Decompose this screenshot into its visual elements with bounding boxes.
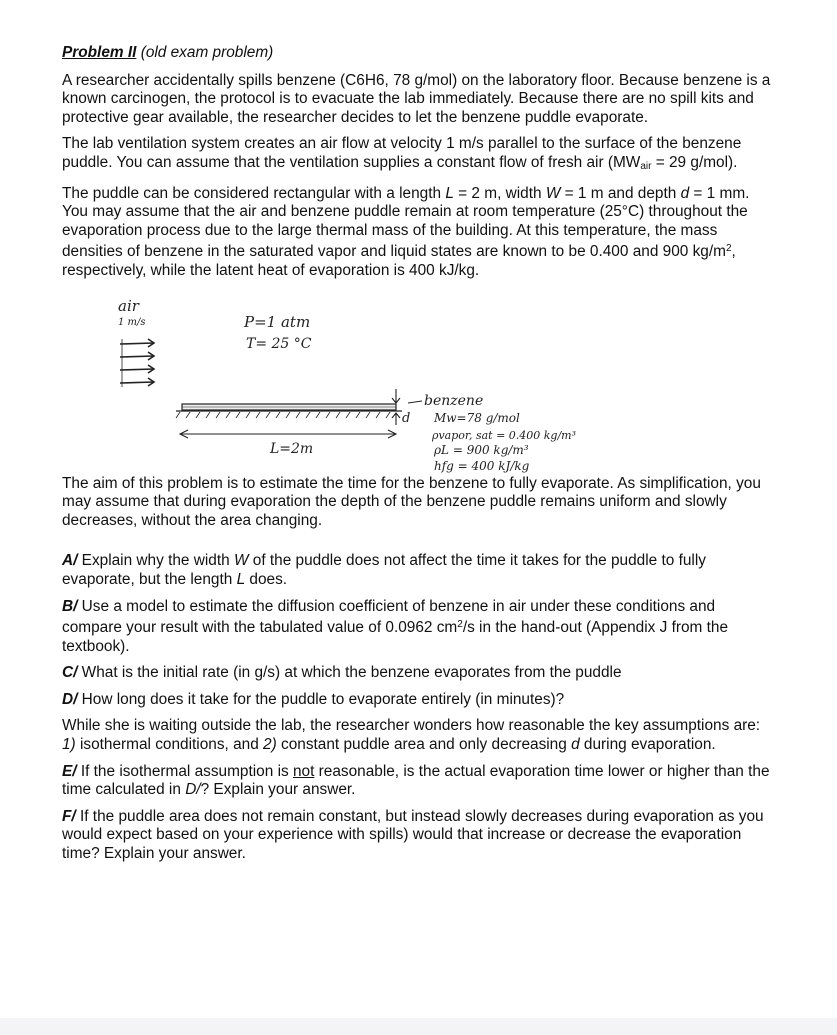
question-a: A/ Explain why the width W of the puddle does not affect the time it takes for the puddle to fully evaporate, but the length L does. xyxy=(62,552,706,588)
pressure-label: P=1 atm xyxy=(244,312,311,331)
paragraph-puddle: The puddle can be considered rectangular with a length L = 2 m, width W = 1 m and depth d = 1 mm. You may assume that the air and benzene puddle remain at room temperature (25°C) throughout the evaporation process due to the large thermal mass of the building. At this temperature, the mass densities of benzene in the saturated vapor and liquid states are known to be 0.400 and 900 $kg/m^2$, respectively, while the latent heat of evaporation is 400 kJ/kg. xyxy=(62,184,750,279)
depth-label: d xyxy=(402,410,411,426)
airflow-arrows-icon xyxy=(120,339,154,387)
question-c: C/ What is the initial rate (in g/s) at which the benzene evaporates from the puddle xyxy=(62,664,622,682)
problem-title xyxy=(62,44,774,63)
puddle-sketch xyxy=(62,291,774,473)
problem-note: (old exam problem) xyxy=(140,44,274,61)
rho-vapor-label: ρvapor, sat = 0.400 kg/m³ xyxy=(432,428,577,442)
puddle-diagram xyxy=(62,291,774,473)
air-label: air xyxy=(118,296,139,315)
length-arrow-icon xyxy=(180,430,396,438)
question-f: F/ If the puddle area does not remain constant, but instead slowly decreases during evaporation as you would expect based on your experience with spills) would that increase or decrease the evaporation time? Explain your answer. xyxy=(62,807,764,863)
paragraph-intro: A researcher accidentally spills benzene (C6H6, 78 g/mol) on the laboratory floor. Because benzene is a known carcinogen, the protocol is to evacuate the lab immediately. Because there are no spill kits and protective gear available, the researcher decides to let the benzene puddle evaporate. xyxy=(62,71,771,126)
substance-label: benzene xyxy=(424,392,484,409)
paragraph-aim: The aim of this problem is to estimate the time for the benzene to fully evaporate. As simplification, you may assume that during evaporation the depth of the benzene puddle remains uniform and slowly decreases, without the area changing. xyxy=(62,474,761,529)
air-speed-label: 1 m/s xyxy=(118,316,146,328)
paragraph-ventilation: The lab ventilation system creates an air flow at velocity 1 m/s parallel to the surface of the benzene puddle. You can assume that the ventilation supplies a constant flow of fresh air ($MW_{air} = 29$ g/mol). xyxy=(62,135,742,172)
paragraph-assumptions: While she is waiting outside the lab, the researcher wonders how reasonable the key assumptions are: 1) isothermal conditions, and 2) constant puddle area and only decreasing d during evaporation. xyxy=(62,717,761,754)
problem-page xyxy=(62,44,774,872)
temperature-label: T= 25 °C xyxy=(246,335,312,352)
page-bottom-edge xyxy=(0,1018,837,1035)
mw-label: Mw=78 g/mol xyxy=(434,410,520,425)
puddle-icon xyxy=(176,404,402,418)
rho-liquid-label: ρL = 900 kg/m³ xyxy=(434,442,529,457)
length-label: L=2m xyxy=(270,440,314,457)
problem-heading: Problem II xyxy=(62,44,137,61)
question-e: E/ If the isothermal assumption is not reasonable, is the actual evaporation time lower or higher than the time calculated in D/? Explain your answer. xyxy=(62,762,770,799)
question-b: B/ Use a model to estimate the diffusion coefficient of benzene in air under these conditions and compare your result with the tabulated value of 0.0962 $cm^2/s$ in the hand-out (Appendix J from the textbook). xyxy=(62,597,729,655)
question-d: D/ How long does it take for the puddle to evaporate entirely (in minutes)? xyxy=(62,690,565,708)
hfg-label: hfg = 400 kJ/kg xyxy=(434,458,530,473)
